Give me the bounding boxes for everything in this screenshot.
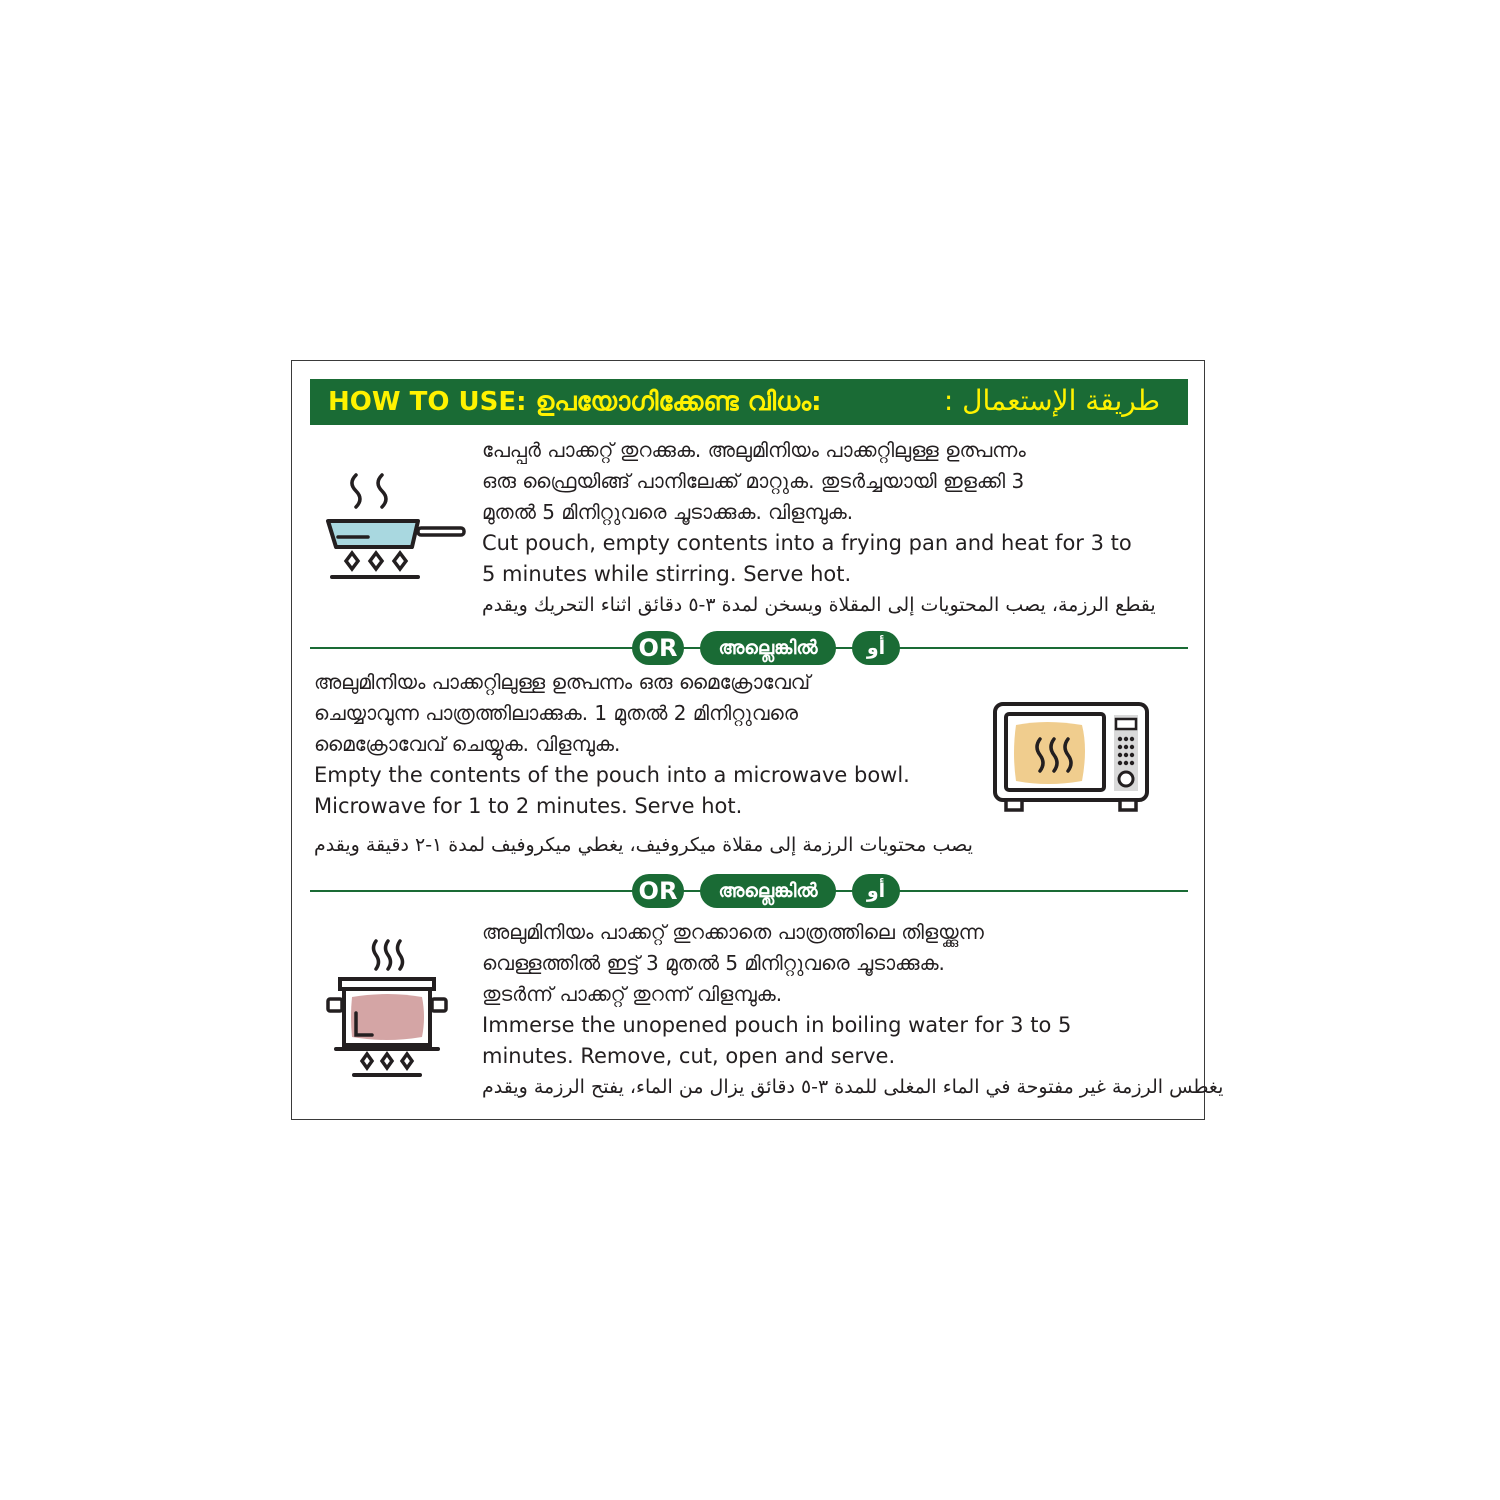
or-badge: OR (632, 631, 684, 665)
step-2-arabic-line: يصب محتويات الرزمة إلى مقلاة ميكروفيف، يغطي ميكروفيف لمدة ١-٢ دقيقة ويقدم (314, 834, 973, 856)
or-badge-arabic: أو (852, 874, 900, 908)
step-3-malayalam-line: അലുമിനിയം പാക്കറ്റ് തുറക്കാതെ പാത്രത്തിലെ തിളയ്ക്കുന്ന (482, 920, 984, 944)
boiling-pot-icon (324, 935, 454, 1081)
header-title-arabic: طريقة الإستعمال : (943, 384, 1160, 417)
step-2-malayalam-line: ചെയ്യാവുന്ന പാത്രത്തിലാക്കുക. 1 മുതൽ 2 മിനിറ്റുവരെ (314, 701, 798, 725)
step-1-english-line: Cut pouch, empty contents into a frying pan and heat for 3 to (482, 531, 1132, 555)
step-1-malayalam-line: ഒരു ഫ്രൈയിങ്ങ് പാനിലേക്ക് മാറ്റുക. തുടർച്ചയായി ഇളക്കി 3 (482, 469, 1025, 493)
how-to-use-panel (291, 360, 1224, 1120)
or-badge-malayalam: അല്ലെങ്കിൽ (700, 874, 836, 908)
header-bar (310, 379, 1188, 425)
step-3-malayalam-line: വെള്ളത്തിൽ ഇട്ട് 3 മുതൽ 5 മിനിറ്റുവരെ ചൂടാക്കുക. (482, 951, 945, 975)
or-divider (310, 874, 1188, 908)
or-divider (310, 631, 1188, 665)
step-1-arabic-line: يقطع الرزمة، يصب المحتويات إلى المقلاة ويسخن لمدة ٣-٥ دقائق اثناء التحريك ويقدم (482, 594, 1156, 616)
frying-pan-on-stove-icon (322, 467, 468, 591)
step-2-malayalam-line: മൈക്രോവേവ് ചെയ്യുക. വിളമ്പുക. (314, 732, 621, 756)
header-title: HOW TO USE: ഉപയോഗിക്കേണ്ട വിധം: (328, 387, 822, 417)
or-badge: OR (632, 874, 684, 908)
or-badge-arabic: أو (852, 631, 900, 665)
microwave-icon (992, 701, 1152, 817)
step-3-english-line: minutes. Remove, cut, open and serve. (482, 1044, 896, 1068)
step-1-malayalam-line: പേപ്പർ പാക്കറ്റ് തുറക്കുക. അലുമിനിയം പാക്കറ്റിലുള്ള ഉത്പന്നം (482, 438, 1026, 462)
step-1-english-line: 5 minutes while stirring. Serve hot. (482, 562, 852, 586)
step-2-text (314, 667, 973, 860)
step-2-malayalam-line: അലുമിനിയം പാക്കറ്റിലുള്ള ഉത്പന്നം ഒരു മൈക്രോവേവ് (314, 670, 811, 694)
step-3-malayalam-line: തുടർന്ന് പാക്കറ്റ് തുറന്ന് വിളമ്പുക. (482, 982, 783, 1006)
step-1-malayalam-line: മുതൽ 5 മിനിറ്റുവരെ ചൂടാക്കുക. വിളമ്പുക. (482, 500, 854, 524)
step-2-english-line: Microwave for 1 to 2 minutes. Serve hot. (314, 794, 743, 818)
step-1-text (482, 435, 1156, 620)
step-3-english-line: Immerse the unopened pouch in boiling water for 3 to 5 (482, 1013, 1072, 1037)
or-badge-malayalam: അല്ലെങ്കിൽ (700, 631, 836, 665)
step-2-english-line: Empty the contents of the pouch into a microwave bowl. (314, 763, 910, 787)
step-3-arabic-line: يغطس الرزمة غير مفتوحة في الماء المغلى للمدة ٣-٥ دقائق يزال من الماء، يفتح الرزمة ويقدم (482, 1076, 1224, 1098)
step-3-text (482, 917, 1223, 1102)
